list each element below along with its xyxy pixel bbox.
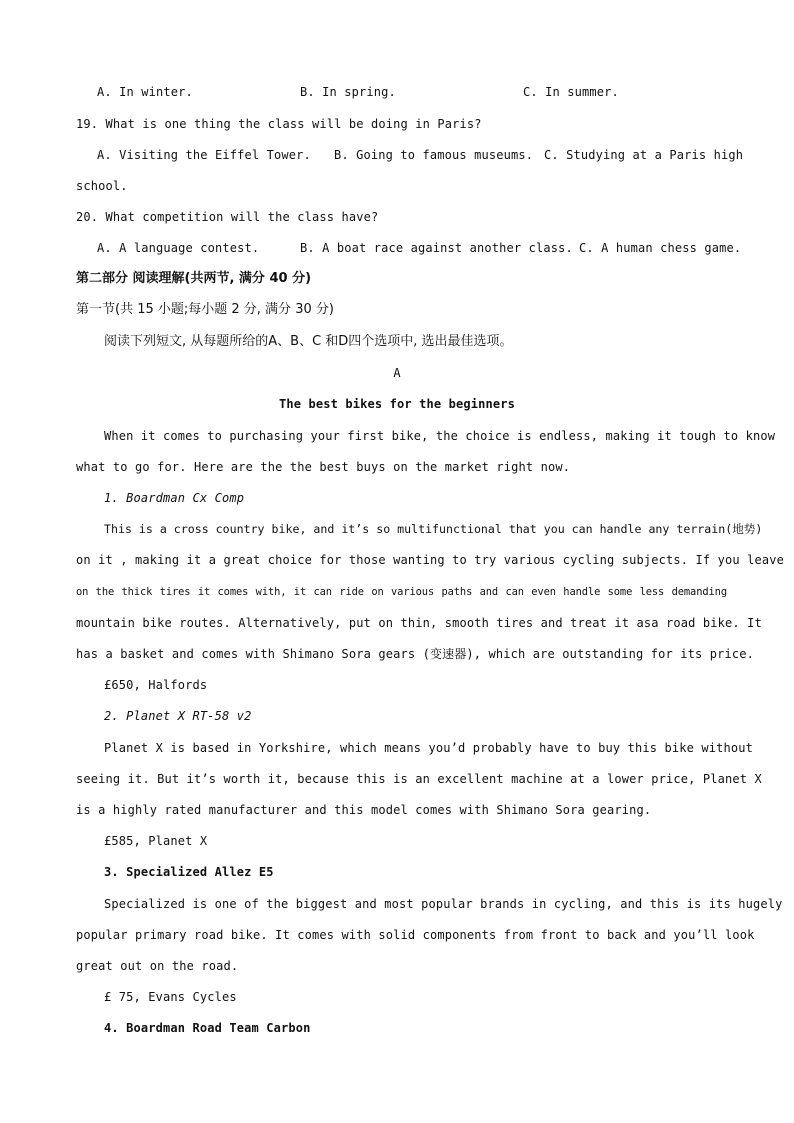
- passage-title: The best bikes for the beginners: [279, 397, 515, 411]
- item-2-line-2: seeing it. But it’s worth it, because this is an excellent machine at a lower price, Planet X: [76, 772, 762, 786]
- item-1-heading: 1. Boardman Cx Comp: [104, 491, 245, 505]
- q19-question: 19. What is one thing the class will be doing in Paris?: [76, 117, 482, 131]
- item-3-line-1: Specialized is one of the biggest and most popular brands in cycling, and this is its hugely: [104, 897, 783, 911]
- item-1-line-4: mountain bike routes. Alternatively, put on thin, smooth tires and treat it asa road bike. It: [76, 616, 762, 630]
- q18-option-a: A. In winter.: [97, 85, 193, 99]
- item-1-price: £650, Halfords: [104, 678, 208, 692]
- item-1-line-3: on the thick tires it comes with, it can ride on various paths and can even handle some less demanding: [76, 586, 727, 598]
- q18-option-c: C. In summer.: [523, 85, 619, 99]
- item-4-heading: 4. Boardman Road Team Carbon: [104, 1021, 311, 1035]
- part2-heading: 第二部分 阅读理解(共两节, 满分 40 分): [76, 271, 312, 286]
- q19-option-c-continued: school.: [76, 179, 128, 193]
- q19-option-c: C. Studying at a Paris high: [544, 148, 744, 162]
- q20-option-c: C. A human chess game.: [579, 241, 742, 255]
- q19-option-a: A. Visiting the Eiffel Tower.: [97, 148, 311, 162]
- q18-option-b: B. In spring.: [300, 85, 396, 99]
- item-1-line-5: has a basket and comes with Shimano Sora gears (变速器), which are outstanding for its price.: [76, 647, 755, 661]
- intro-line-2: what to go for. Here are the the best buys on the market right now.: [76, 460, 571, 474]
- intro-line-1: When it comes to purchasing your first bike, the choice is endless, making it tough to know: [104, 429, 776, 443]
- q20-option-a: A. A language contest.: [97, 241, 260, 255]
- item-2-line-1: Planet X is based in Yorkshire, which means you’d probably have to buy this bike without: [104, 741, 753, 755]
- item-3-line-3: great out on the road.: [76, 959, 239, 973]
- q19-option-b: B. Going to famous museums.: [334, 148, 534, 162]
- q20-option-b: B. A boat race against another class.: [300, 241, 573, 255]
- item-3-line-2: popular primary road bike. It comes with solid components from front to back and you’ll look: [76, 928, 755, 942]
- item-2-line-3: is a highly rated manufacturer and this model comes with Shimano Sora gearing.: [76, 803, 652, 817]
- item-1-line-2: on it , making it a great choice for those wanting to try various cycling subjects. If you leave: [76, 553, 784, 567]
- item-3-heading: 3. Specialized Allez E5: [104, 865, 274, 879]
- passage-letter: A: [393, 366, 401, 380]
- reading-instruction: 阅读下列短文, 从每题所给的A、B、C 和D四个选项中, 选出最佳选项。: [104, 334, 513, 349]
- item-1-line-1: This is a cross country bike, and it’s so multifunctional that you can handle any terrain(地势): [104, 522, 763, 536]
- item-2-heading: 2. Planet X RT-58 v2: [104, 709, 252, 723]
- section1-heading: 第一节(共 15 小题;每小题 2 分, 满分 30 分): [76, 302, 334, 317]
- item-2-price: £585, Planet X: [104, 834, 208, 848]
- q20-question: 20. What competition will the class have?: [76, 210, 379, 224]
- item-3-price: £ 75, Evans Cycles: [104, 990, 237, 1004]
